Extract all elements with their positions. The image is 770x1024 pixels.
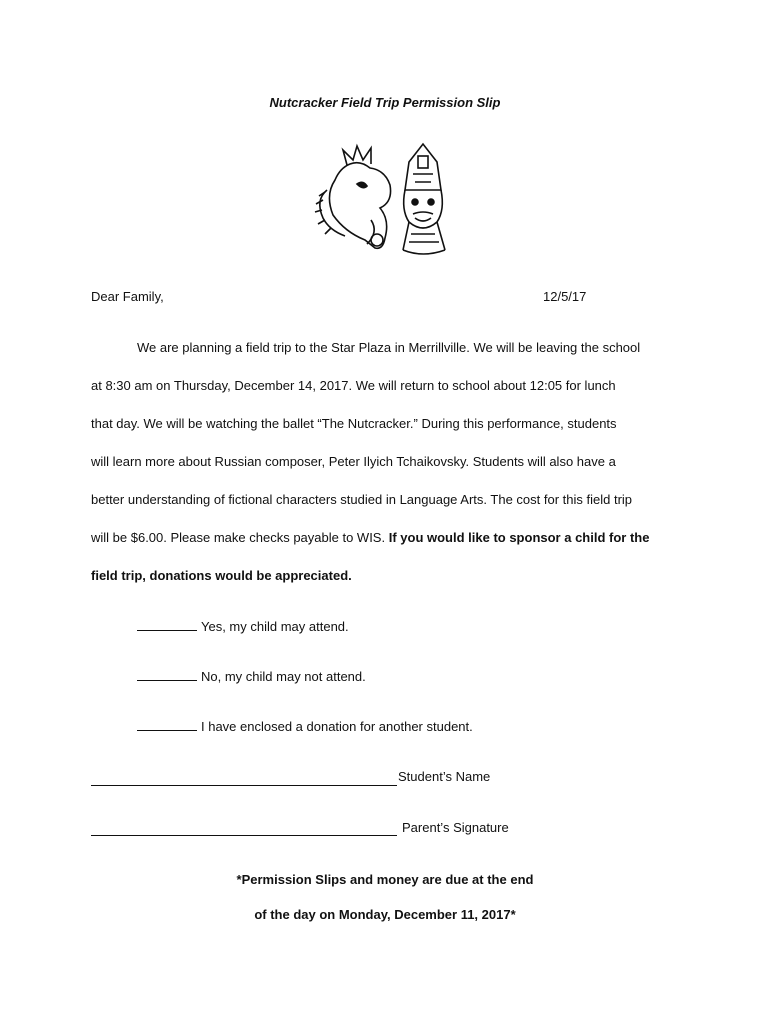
cost-text: will be $6.00. Please make checks payable to WIS.: [91, 530, 389, 545]
option-label: I have enclosed a donation for another student.: [201, 719, 473, 734]
due-notice-line-1: *Permission Slips and money are due at the end: [236, 872, 534, 887]
sponsor-text: If you would like to sponsor a child for the: [388, 530, 650, 545]
student-name-field[interactable]: [91, 784, 397, 786]
checkbox-line[interactable]: [137, 668, 197, 681]
checkbox-line[interactable]: [137, 718, 197, 731]
parent-signature-label: Parent’s Signature: [402, 820, 509, 835]
body-line: at 8:30 am on Thursday, December 14, 2017. We will return to school about 12:05 for lunch: [91, 378, 616, 393]
body-line: that day. We will be watching the ballet “The Nutcracker.” During this performance, students: [91, 416, 617, 431]
body-line: will learn more about Russian composer, Peter Ilyich Tchaikovsky. Students will also have a: [91, 454, 616, 469]
option-no[interactable]: [137, 668, 366, 684]
checkbox-line[interactable]: [137, 618, 197, 631]
page-title: Nutcracker Field Trip Permission Slip: [269, 95, 501, 110]
greeting: Dear Family,: [91, 289, 164, 304]
option-label: No, my child may not attend.: [201, 669, 366, 684]
due-notice-line-2: of the day on Monday, December 11, 2017*: [254, 907, 516, 922]
nutcracker-illustration: [305, 140, 465, 260]
student-name-label: Student’s Name: [398, 769, 491, 784]
option-yes[interactable]: [137, 618, 349, 634]
letter-date: 12/5/17: [543, 289, 587, 304]
body-line: [91, 530, 649, 545]
option-donation[interactable]: [137, 718, 473, 734]
donation-text: field trip, donations would be appreciated.: [91, 568, 352, 583]
option-label: Yes, my child may attend.: [201, 619, 349, 634]
body-line: We are planning a field trip to the Star Plaza in Merrillville. We will be leaving the school: [137, 340, 641, 355]
parent-signature-field[interactable]: [91, 834, 397, 836]
body-line: better understanding of fictional characters studied in Language Arts. The cost for this field trip: [91, 492, 633, 507]
